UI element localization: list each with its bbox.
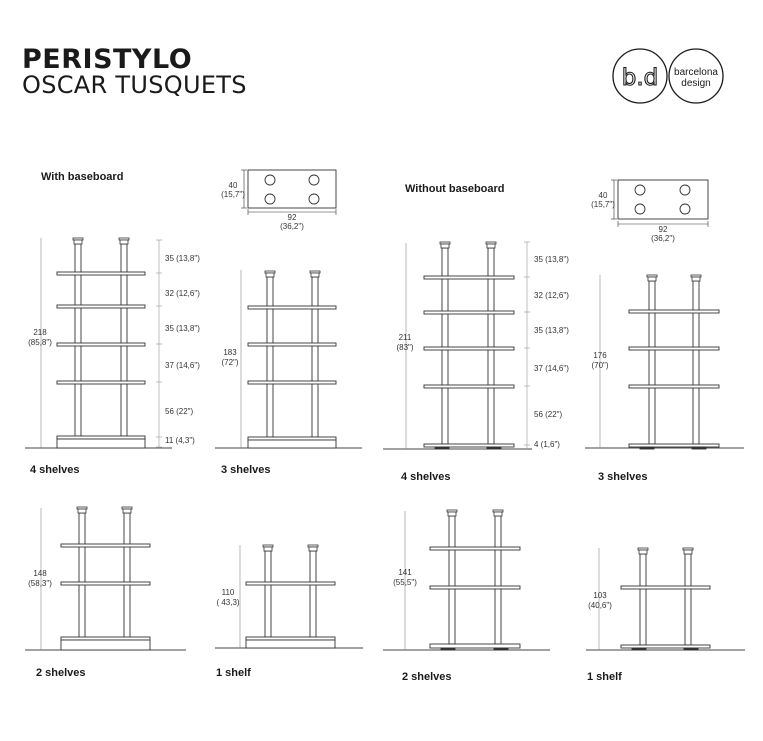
u1-caption: 4 shelves: [30, 464, 80, 476]
top2-width-in: (36,2"): [651, 234, 675, 243]
top2-depth: 40: [598, 191, 608, 200]
u8-height-in: (40,6"): [588, 601, 612, 610]
logo-line2: design: [681, 78, 711, 89]
u5-caption: 2 shelves: [36, 667, 86, 679]
logo-mark: b.d: [621, 65, 659, 91]
u1-height-in: (85,8"): [28, 338, 52, 347]
product-title: PERISTYLO: [22, 44, 193, 75]
u2-caption: 3 shelves: [221, 464, 271, 476]
u2-height-in: (72"): [221, 358, 239, 367]
u3-gap-2: 32 (12,6"): [534, 291, 569, 300]
u8-caption: 1 shelf: [587, 671, 622, 683]
u3-caption: 4 shelves: [401, 471, 451, 483]
unit-3-shelves-without-baseboard: [585, 275, 744, 449]
unit-1-shelf-without-baseboard: [586, 548, 745, 650]
u8-height: 103: [593, 591, 607, 600]
logo-line1: barcelona: [674, 67, 718, 78]
u3-height-in: (83"): [396, 343, 414, 352]
top1-depth-in: (15,7"): [221, 190, 245, 199]
u4-height-in: (70"): [591, 361, 609, 370]
u3-gap-6: 4 (1,6"): [534, 440, 560, 449]
u1-gap-6: 11 (4,3"): [165, 436, 195, 445]
section-without-baseboard: Without baseboard: [405, 183, 505, 195]
section-with-baseboard: With baseboard: [41, 171, 124, 183]
u6-height-in: ( 43,3): [216, 598, 240, 607]
u3-gap-3: 35 (13,8"): [534, 326, 569, 335]
u3-gap-4: 37 (14,6"): [534, 364, 569, 373]
u1-height: 218: [33, 328, 47, 337]
u3-height: 211: [398, 333, 412, 342]
u7-height: 141: [398, 568, 412, 577]
u3-gap-1: 35 (13,8"): [534, 255, 569, 264]
u7-caption: 2 shelves: [402, 671, 452, 683]
u4-caption: 3 shelves: [598, 471, 648, 483]
top-view-with-baseboard: [241, 170, 336, 215]
top1-depth: 40: [228, 181, 238, 190]
unit-1-shelf-with-baseboard: [215, 545, 363, 648]
top2-depth-in: (15,7"): [591, 200, 615, 209]
designer-name: OSCAR TUSQUETS: [22, 71, 247, 99]
u1-gap-4: 37 (14,6"): [165, 361, 200, 370]
top2-width: 92: [658, 225, 668, 234]
u1-gap-2: 32 (12,6"): [165, 289, 200, 298]
u1-gap-1: 35 (13,8"): [165, 254, 200, 263]
u1-gap-5: 56 (22"): [165, 407, 194, 416]
u6-height: 110: [221, 588, 235, 597]
u7-height-in: (55,5"): [393, 578, 417, 587]
u3-gap-5: 56 (22"): [534, 410, 563, 419]
top-view-without-baseboard: [611, 180, 708, 227]
top1-width-in: (36,2"): [280, 222, 304, 231]
u4-height: 176: [593, 351, 607, 360]
u1-gap-3: 35 (13,8"): [165, 324, 200, 333]
u2-height: 183: [223, 348, 237, 357]
u5-height: 148: [33, 569, 47, 578]
u6-caption: 1 shelf: [216, 667, 251, 679]
top1-width: 92: [287, 213, 297, 222]
u5-height-in: (58,3"): [28, 579, 52, 588]
